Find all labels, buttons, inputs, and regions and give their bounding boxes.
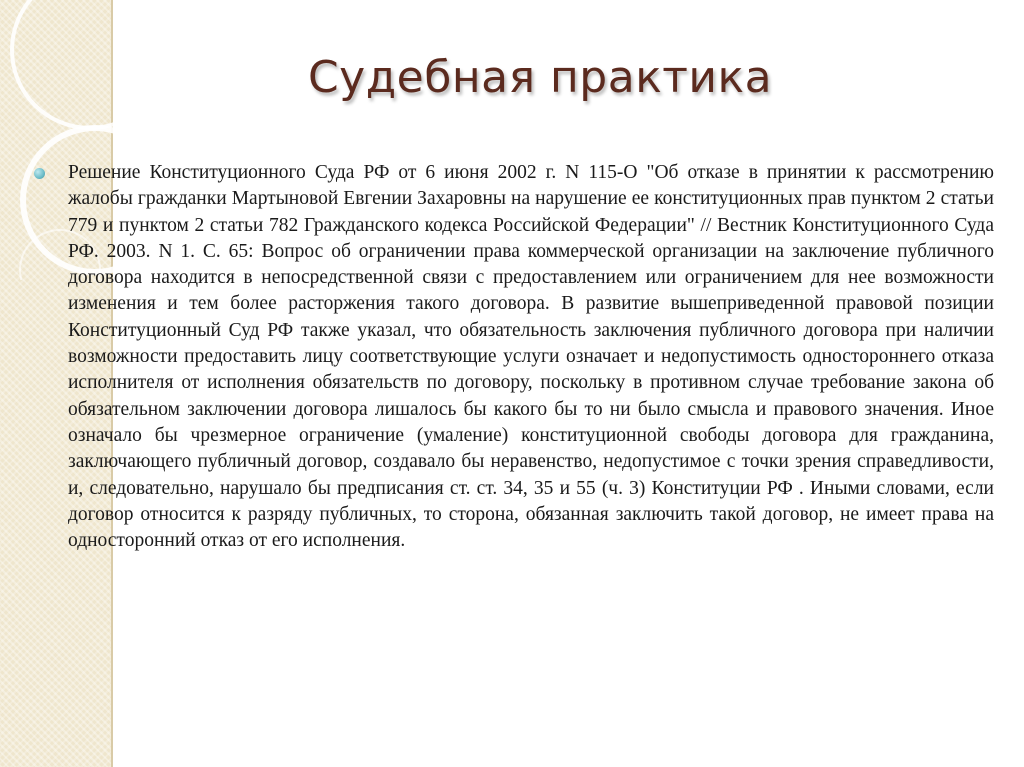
round-bullet-icon	[34, 168, 45, 179]
bullet-paragraph: Решение Конституционного Суда РФ от 6 июня 2002 г. N 115-О "Об отказе в принятии к рассмотрению жалобы гражданки Мартыновой Евгении Захаровны на нарушение ее конституционных прав пунктом 2 статьи 779 и пунктом 2 статьи 782 Гражданского кодекса Российской Федерации" // Вестник Конституционного Суда РФ. 2003. N 1. С. 65: Вопрос об ограничении права коммерческой организации на заключение публичного договора находится в непосредственной связи с предоставлением или ограничением для нее возможности изменения и тем более расторжения такого договора. В развитие вышеприведенной правовой позиции Конституционный Суд РФ также указал, что обязательность заключения публичного договора при наличии возможности предоставить лицу соответствующие услуги означает и недопустимость одностороннего отказа исполнителя от исполнения обязательств по договору, поскольку в противном случае требование закона об обязательном заключении договора лишалось бы какого бы то ни было смысла и правового значения. Иное означало бы чрезмерное ограничение (умаление) конституционной свободы договора для гражданина, заключающего публичный договор, создавало бы неравенство, недопустимое с точки зрения справедливости, и, следовательно, нарушало бы предписания ст. ст. 34, 35 и 55 (ч. 3) Конституции РФ . Иными словами, если договор относится к разряду публичных, то сторона, обязанная заключить такой договор, не имеет права на односторонний отказ от его исполнения.	[68, 162, 994, 552]
slide-title: Судебная практика	[307, 52, 773, 103]
content-area	[34, 160, 994, 554]
